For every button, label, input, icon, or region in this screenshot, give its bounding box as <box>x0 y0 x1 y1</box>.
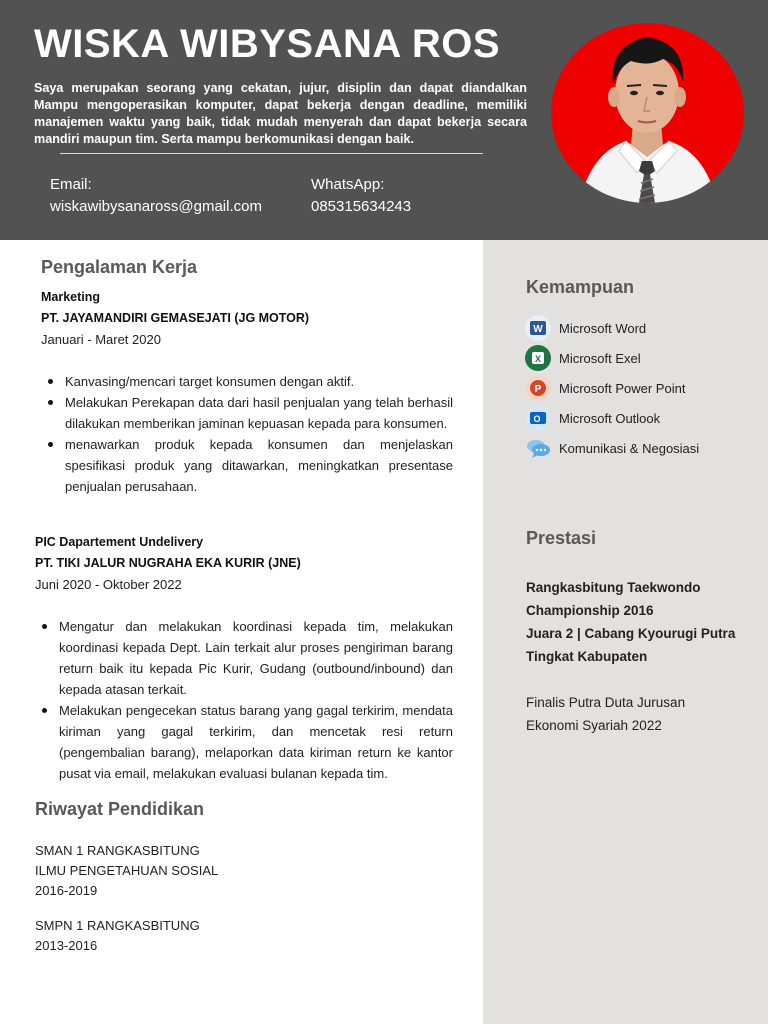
job-date: Januari - Maret 2020 <box>41 332 161 347</box>
whatsapp-contact <box>311 174 411 218</box>
skill-item <box>525 345 641 371</box>
achievements-title: Prestasi <box>526 528 597 548</box>
job-duties-list <box>41 371 453 497</box>
svg-text:O: O <box>533 414 541 424</box>
skill-label: Microsoft Exel <box>559 350 641 366</box>
education-entry <box>35 841 218 901</box>
skill-item <box>525 405 660 431</box>
job-entry <box>35 534 455 595</box>
job-entry <box>41 289 461 350</box>
skill-label: Microsoft Power Point <box>559 380 686 396</box>
skills-title: Kemampuan <box>526 277 635 297</box>
profile-summary: Saya merupakan seorang yang cekatan, jujur, disiplin dan dapat diandalkan Mampu mengoperasikan komputer, dapat bekerja dengan deadline, memiliki manajemen waktu yang baik, tidak mudah menyerah dan dapat bekerja secara mandiri maupun tim. Serta mampu berkomunikasi dengan baik. <box>34 81 527 146</box>
education-title: Riwayat Pendidikan <box>35 799 205 819</box>
svg-text:W: W <box>533 324 543 335</box>
list-item: Melakukan pengecekan status barang yang gagal terkirim, mendata kiriman yang gagal terkirim, dan mencetak resi return (pengembalian barang), melaporkan data kiriman return ke kantor pusat via email, melakukan evaluasi bulanan kepada tim. <box>35 700 453 784</box>
whatsapp-value[interactable]: 085315634243 <box>311 198 412 215</box>
email-contact <box>50 174 262 218</box>
email-label: Email: <box>50 176 92 193</box>
skill-label: Komunikasi & Negosiasi <box>559 440 700 456</box>
job-company: PT. JAYAMANDIRI GEMASEJATI (JG MOTOR) <box>41 311 310 325</box>
skill-item <box>525 375 685 401</box>
excel-icon <box>525 345 551 371</box>
outlook-icon <box>525 405 551 431</box>
word-icon <box>525 315 551 341</box>
education-entry <box>35 916 200 956</box>
powerpoint-icon <box>525 375 551 401</box>
job-role: PIC Dapartement Undelivery <box>35 535 204 549</box>
list-item: Mengatur dan melakukan koordinasi kepada tim, melakukan koordinasi kepada Dept. Lain terkait alur proses pengiriman barang return baik itu kepada Pic Kurir, Gudang (outbound/inbound) dan kepada atasan terkait. <box>35 616 453 700</box>
chat-bubbles-icon <box>525 435 551 461</box>
achievement-line: Finalis Putra Duta Jurusan <box>526 695 686 710</box>
job-role: Marketing <box>41 290 101 304</box>
school-name: SMPN 1 RANGKASBITUNG <box>35 918 200 933</box>
achievement-line: Tingkat Kabupaten <box>526 649 648 664</box>
experience-title: Pengalaman Kerja <box>41 257 198 277</box>
skill-item <box>525 435 699 461</box>
svg-text:X: X <box>534 354 542 364</box>
achievement-line: Rangkasbitung Taekwondo <box>526 580 701 595</box>
job-company: PT. TIKI JALUR NUGRAHA EKA KURIR (JNE) <box>35 556 301 570</box>
school-years: 2016-2019 <box>35 883 98 898</box>
achievement-line: Juara 2 | Cabang Kyourugi Putra <box>526 626 736 641</box>
whatsapp-label: WhatsApp: <box>311 176 385 193</box>
header-divider <box>60 153 483 154</box>
achievement-entry <box>526 691 685 737</box>
skill-label: Microsoft Outlook <box>559 410 661 426</box>
profile-photo <box>551 23 744 203</box>
job-duties-list <box>35 616 453 784</box>
school-name: SMAN 1 RANGKASBITUNG <box>35 843 200 858</box>
portrait-illustration <box>551 23 744 203</box>
achievement-entry <box>526 576 735 668</box>
job-date: Juni 2020 - Oktober 2022 <box>35 577 182 592</box>
achievement-line: Ekonomi Syariah 2022 <box>526 718 662 733</box>
skill-item <box>525 315 646 341</box>
school-major: ILMU PENGETAHUAN SOSIAL <box>35 863 219 878</box>
candidate-name: WISKA WIBYSANA ROS <box>34 22 501 66</box>
skill-label: Microsoft Word <box>559 320 647 336</box>
svg-text:P: P <box>534 384 542 395</box>
list-item: Melakukan Perekapan data dari hasil penjualan yang telah berhasil dilakukan memberikan jaminan kepuasan kepada para konsumen. <box>41 392 453 434</box>
achievement-line: Championship 2016 <box>526 603 654 618</box>
list-item: Kanvasing/mencari target konsumen dengan aktif. <box>41 371 453 392</box>
header-banner <box>0 0 768 240</box>
email-value[interactable]: wiskawibysanaross@gmail.com <box>50 198 262 215</box>
school-years: 2013-2016 <box>35 938 98 953</box>
list-item: menawarkan produk kepada konsumen dan menjelaskan spesifikasi produk yang ditawarkan, meningkatkan presentase penjualan perusahaan. <box>41 434 453 497</box>
